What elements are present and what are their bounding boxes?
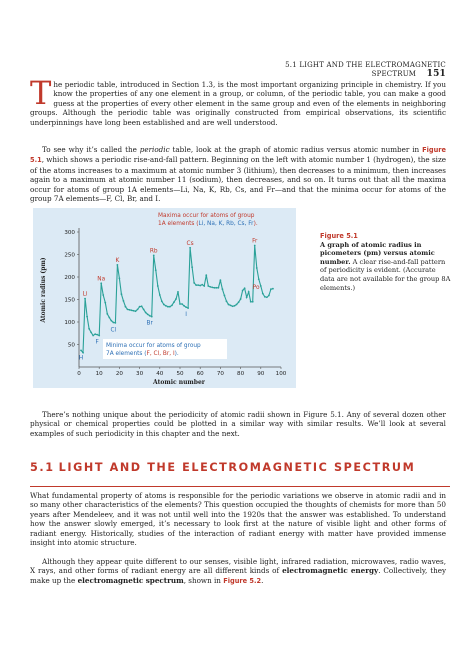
data-point: [102, 294, 104, 296]
data-point: [193, 282, 195, 284]
data-point: [173, 301, 175, 303]
section-title-text: LIGHT AND THE ELECTROMAGNETIC SPECTRUM: [58, 461, 416, 474]
data-point: [143, 309, 145, 311]
data-point: [84, 298, 86, 300]
figure-5-1-chart: [33, 208, 296, 388]
element-label-cs: Cs: [186, 240, 194, 247]
data-point: [133, 310, 135, 312]
element-label-i: I: [185, 312, 187, 319]
term-electromagnetic-spectrum: electromagnetic spectrum: [77, 575, 184, 585]
minima-annotation-line1: Minima occur for atoms of group: [106, 343, 201, 349]
data-point: [106, 313, 108, 315]
minima-annotation-line2: 7A elements (F, Cl, Br, I).: [106, 351, 179, 357]
x-tick-label: 60: [196, 371, 204, 377]
y-axis-label: Atomic radius (pm): [40, 257, 47, 323]
page-number: 151: [426, 69, 446, 79]
data-point: [220, 279, 222, 281]
data-point: [189, 247, 191, 249]
running-header: [240, 61, 446, 79]
y-tick-label: 100: [64, 320, 75, 326]
data-point: [157, 285, 159, 287]
atomic-radius-series-line: [81, 246, 273, 353]
x-tick-label: 100: [275, 371, 287, 377]
atomic-radius-plot: [33, 208, 296, 388]
element-label-fr: Fr: [252, 238, 258, 245]
data-point: [98, 335, 100, 337]
data-point: [209, 286, 211, 288]
data-point: [215, 287, 217, 289]
intro-text-2a: To see why it’s called the: [42, 145, 140, 154]
data-point: [205, 274, 207, 276]
x-axis-label: Atomic number: [153, 379, 205, 386]
data-point: [119, 277, 121, 279]
data-point: [187, 307, 189, 309]
x-tick-label: 70: [216, 371, 224, 377]
data-point: [177, 291, 179, 293]
y-tick-label: 200: [64, 275, 75, 281]
data-point: [135, 310, 137, 312]
y-tick-label: 250: [64, 252, 75, 259]
data-point: [175, 298, 177, 300]
data-point: [270, 288, 272, 290]
data-point: [185, 306, 187, 308]
running-title: 5.1 LIGHT AND THE ELECTROMAGNETIC SPECTRUM: [285, 61, 446, 78]
data-point: [224, 295, 226, 297]
data-point: [195, 284, 197, 286]
data-point: [236, 304, 238, 306]
data-point: [82, 352, 84, 354]
data-point: [199, 285, 201, 287]
element-label-rb: Rb: [149, 248, 158, 255]
data-point: [94, 333, 96, 335]
element-label-h: H: [78, 355, 84, 362]
data-point: [244, 287, 246, 289]
data-point: [191, 266, 193, 268]
data-point: [238, 301, 240, 303]
data-point: [258, 278, 260, 280]
data-point: [252, 301, 254, 303]
data-point: [179, 303, 181, 305]
x-tick-label: 40: [156, 371, 164, 377]
figure-5-1-reference[interactable]: Figure 5.1: [30, 146, 446, 165]
data-point: [226, 300, 228, 302]
caption-bold: A graph of atomic radius in picometers (pm) versus atomic number.: [320, 240, 435, 266]
data-point: [92, 335, 94, 337]
data-point: [230, 304, 232, 306]
data-point: [125, 306, 127, 308]
data-point: [201, 284, 203, 286]
figure-5-1-caption: [320, 232, 452, 292]
data-point: [161, 300, 163, 302]
data-point: [131, 309, 133, 311]
data-point: [145, 312, 147, 314]
after-figure-paragraph: There’s nothing unique about the periodicity of atomic radii shown in Figure 5.1. Any of several dozen other physical or chemical properties could be plotted in a similar way with similar results. We’ll look at several examples of such periodicity in this chapter and the next.: [30, 410, 446, 438]
y-tick-label: 300: [64, 230, 75, 236]
y-tick-label: 150: [64, 297, 75, 304]
maxima-annotation-line2: 1A elements (Li, Na, K, Rb, Cs, Fr).: [158, 221, 258, 227]
data-point: [217, 287, 219, 289]
element-label-k: K: [115, 257, 120, 264]
data-point: [155, 269, 157, 271]
section-p2-e: .: [261, 575, 264, 585]
data-point: [121, 293, 123, 295]
data-point: [222, 288, 224, 290]
data-point: [96, 334, 98, 336]
data-point: [104, 302, 106, 304]
section-rule: [30, 486, 450, 487]
data-point: [169, 306, 171, 308]
data-point: [149, 315, 151, 317]
data-point: [108, 317, 110, 319]
data-point: [268, 295, 270, 297]
x-tick-label: 80: [237, 371, 245, 377]
data-point: [80, 349, 82, 351]
data-point: [272, 288, 274, 290]
term-electromagnetic-energy: electromagnetic energy: [282, 566, 379, 576]
data-point: [246, 296, 248, 298]
data-point: [248, 291, 250, 293]
data-point: [262, 293, 264, 295]
section-paragraph-1: What fundamental property of atoms is responsible for the periodic variations we observe in atomic radii and in so many other characteristics of the elements? This question occupied the thoughts of chemists for more than 50 years after Mendeleev, and it was not until well into the 1920s that the answer was established. To understand how the answer slowly emerged, it’s necessary to look first at the nature of visible light and other forms of radiant energy. Historically, studies of the interaction of radiant energy with matter have provided immense insight into atomic structure.: [30, 491, 446, 548]
maxima-annotation-line1: Maxima occur for atoms of group: [158, 213, 255, 219]
intro-text-1: he periodic table, introduced in Section 1.3, is the most important organizing principle in chemistry. If you know the properties of any one element in a group, or column, of the periodic table, you can make a good guess at the properties of every other element in the same group and even of the elements in neighboring groups. Although the periodic table was originally constructed from empirical observations, its scientific underpinnings have long been established and are well understood.: [30, 80, 446, 127]
data-point: [260, 285, 262, 287]
section-p2-d: , shown in: [183, 575, 224, 585]
element-label-cl: Cl: [110, 327, 117, 334]
data-point: [100, 282, 102, 284]
caption-rest: A clear rise-and-fall pattern of periodicity is evident. (Accurate data are not available for the group 8A elements.): [320, 257, 451, 292]
data-point: [240, 298, 242, 300]
data-point: [116, 264, 118, 266]
figure-5-2-reference[interactable]: Figure 5.2: [223, 576, 262, 585]
element-label-f: F: [95, 339, 99, 346]
data-point: [110, 320, 112, 322]
section-p2-a: Although they appear quite different to our senses, visible light, infrared radiation, microwaves, radio waves, X rays, and other forms of radiant energy are all different kinds of: [30, 557, 446, 576]
element-label-po: Po: [252, 284, 260, 291]
section-paragraph-2: [30, 557, 446, 586]
data-point: [171, 304, 173, 306]
data-point: [254, 245, 256, 247]
data-point: [147, 313, 149, 315]
data-point: [167, 306, 169, 308]
data-point: [213, 287, 215, 289]
data-point: [86, 316, 88, 318]
data-point: [234, 305, 236, 307]
x-tick-label: 20: [115, 371, 123, 377]
periodic-emphasis: periodic: [139, 145, 170, 154]
data-point: [123, 300, 125, 302]
data-point: [264, 296, 266, 298]
data-point: [183, 305, 185, 307]
data-point: [207, 285, 209, 287]
data-point: [159, 294, 161, 296]
data-point: [151, 316, 153, 318]
x-tick-label: 50: [176, 371, 184, 377]
data-point: [112, 322, 114, 324]
section-heading: [30, 462, 450, 474]
intro-paragraph-2: [30, 145, 446, 203]
data-point: [137, 309, 139, 311]
data-point: [228, 304, 230, 306]
data-point: [250, 301, 252, 303]
data-point: [197, 284, 199, 286]
section-p2-c: . Collectively, they make up the: [30, 566, 447, 585]
y-tick-label: 50: [67, 342, 75, 349]
data-point: [181, 303, 183, 305]
data-point: [266, 296, 268, 298]
data-point: [203, 285, 205, 287]
x-tick-label: 30: [136, 371, 144, 377]
section-number: 5.1: [30, 461, 55, 474]
data-point: [211, 286, 213, 288]
data-point: [88, 328, 90, 330]
data-point: [127, 309, 129, 311]
data-point: [114, 322, 116, 324]
figure-label: Figure 5.1: [320, 232, 358, 240]
intro-text-2c: , which shows a periodic rise-and-fall pattern. Beginning on the left with atomic number 1 (hydrogen), the size of the atoms increases to a maximum at atomic number 3 (lithium), then decreases to a minimum, then increases again to a maximum at atomic number 11 (sodium), then decreases, and so on. It turns out that all the maxima occur for atoms of group 1A elements—Li, Na, K, Rb, Cs, and Fr—and that the minima occur for atoms of the group 7A elements—F, Cl, Br, and I.: [30, 155, 446, 204]
data-point: [153, 255, 155, 257]
data-point: [129, 309, 131, 311]
x-tick-label: 0: [77, 371, 81, 377]
drop-cap: T: [30, 74, 52, 112]
data-point: [141, 305, 143, 307]
data-point: [139, 306, 141, 308]
data-point: [165, 305, 167, 307]
element-label-na: Na: [97, 276, 106, 283]
data-point: [256, 267, 258, 269]
data-point: [163, 304, 165, 306]
intro-text-2b: table, look at the graph of atomic radius versus atomic number in: [169, 145, 423, 154]
element-label-br: Br: [146, 320, 153, 327]
element-label-li: Li: [82, 291, 88, 298]
data-point: [90, 331, 92, 333]
x-tick-label: 10: [95, 371, 103, 377]
x-tick-label: 90: [257, 371, 265, 377]
data-point: [232, 305, 234, 307]
data-point: [242, 290, 244, 292]
